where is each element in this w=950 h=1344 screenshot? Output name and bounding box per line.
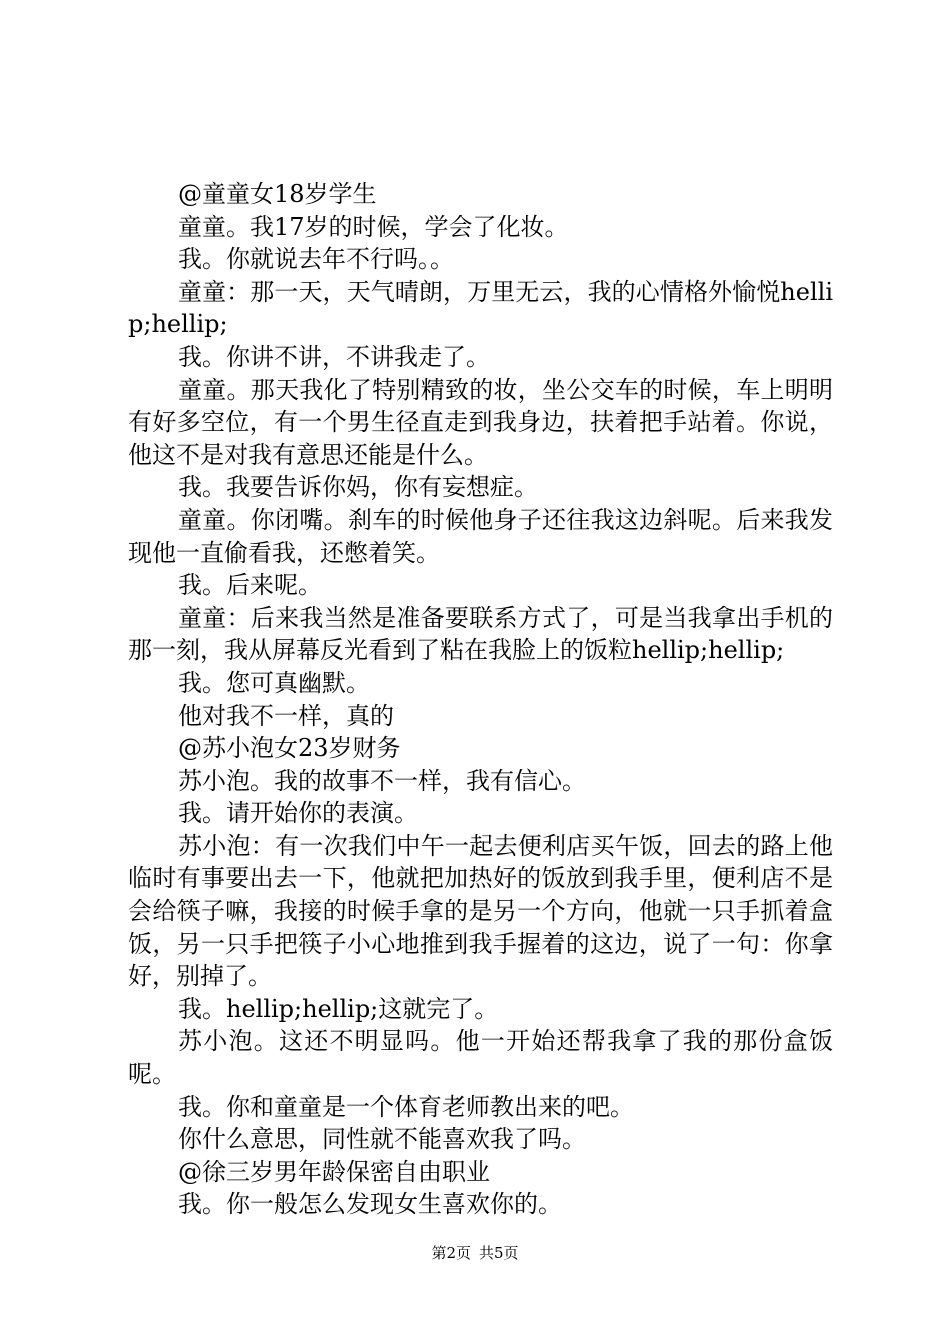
paragraph-13: @苏小泡女23岁财务 [178, 734, 401, 763]
paragraph-18: 苏小泡。这还不明显吗。他一开始还帮我拿了我的那份盒饭呢。 [128, 1027, 833, 1089]
paragraph-14: 苏小泡。我的故事不一样，我有信心。 [178, 766, 586, 795]
paragraph-8: 童童。你闭嘴。刹车的时候他身子还往我这边斜呢。后来我发现他一直偷看我，还憋着笑。 [128, 505, 833, 567]
paragraph-3: 我。你就说去年不行吗。。 [178, 245, 454, 274]
paragraph-19: 我。你和童童是一个体育老师教出来的吧。 [178, 1092, 634, 1121]
page-number: 第2页 [431, 1244, 471, 1262]
paragraph-20: 你什么意思，同性就不能喜欢我了吗。 [178, 1125, 586, 1154]
paragraph-6: 童童。那天我化了特别精致的妆，坐公交车的时候，车上明明有好多空位，有一个男生径直走到我身边，扶着把手站着。你说，他这不是对我有意思还能是什么。 [128, 375, 833, 469]
document-body [128, 178, 833, 1221]
paragraph-12: 他对我不一样，真的 [178, 701, 394, 730]
paragraph-1: @童童女18岁学生 [178, 180, 377, 208]
paragraph-9: 我。后来呢。 [178, 571, 322, 600]
paragraph-7: 我。我要告诉你妈，你有妄想症。 [178, 473, 538, 502]
paragraph-11: 我。您可真幽默。 [178, 668, 370, 697]
page-footer [0, 1243, 950, 1263]
paragraph-16: 苏小泡：有一次我们中午一起去便利店买午饭，回去的路上他临时有事要出去一下，他就把加热好的饭放到我手里，便利店不是会给筷子嘛，我接的时候手拿的是另一个方向，他就一只手抓着盒饭，另一只手把筷子小心地推到我手握着的这边，说了一句：你拿好，别掉了。 [128, 831, 833, 991]
paragraph-22: 我。你一般怎么发现女生喜欢你的。 [178, 1190, 562, 1219]
paragraph-5: 我。你讲不讲，不讲我走了。 [178, 342, 490, 371]
paragraph-4: 童童：那一天，天气晴朗，万里无云，我的心情格外愉悦hellip;hellip; [128, 277, 833, 339]
paragraph-15: 我。请开始你的表演。 [178, 799, 418, 828]
paragraph-17: 我。hellip;hellip;这就完了。 [178, 994, 499, 1023]
paragraph-2: 童童。我17岁的时候，学会了化妆。 [178, 212, 569, 241]
paragraph-21: @徐三岁男年龄保密自由职业 [178, 1157, 490, 1186]
page-total: 共5页 [479, 1244, 519, 1262]
paragraph-10: 童童：后来我当然是准备要联系方式了，可是当我拿出手机的那一刻，我从屏幕反光看到了粘在我脸上的饭粒hellip;hellip; [128, 603, 833, 665]
